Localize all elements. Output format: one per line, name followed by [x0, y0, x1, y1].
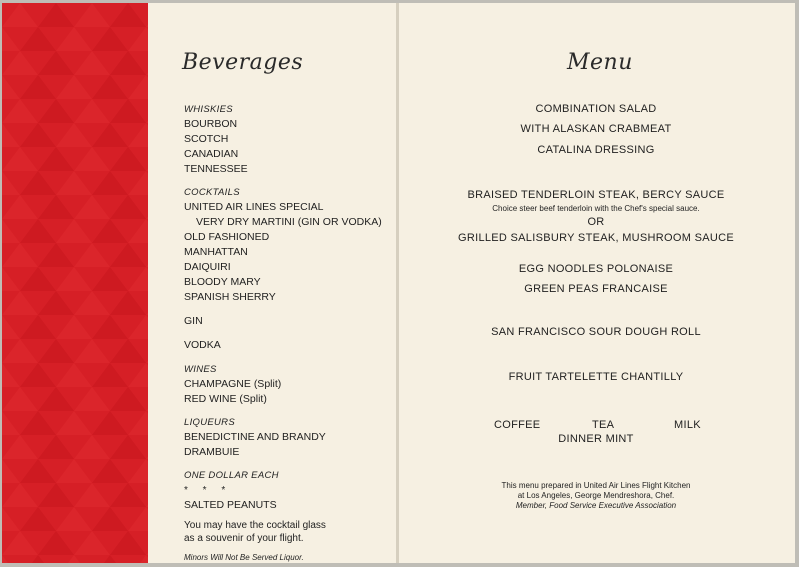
minors-note: Minors Will Not Be Served Liquor.	[184, 553, 304, 562]
cocktail-item: BLOODY MARY	[184, 276, 261, 288]
entree-1: BRAISED TENDERLOIN STEAK, BERCY SAUCE	[467, 189, 725, 201]
salad-line: COMBINATION SALAD	[535, 103, 657, 115]
souvenir-note	[184, 519, 394, 545]
side-dish: EGG NOODLES POLONAISE	[518, 263, 674, 275]
peanuts-item: SALTED PEANUTS	[184, 499, 277, 511]
liqueurs-heading: LIQUEURS	[184, 417, 235, 428]
whisky-item: BOURBON	[184, 118, 238, 130]
vodka-item: VODKA	[184, 339, 221, 351]
wines-heading: WINES	[184, 364, 217, 375]
price-note: ONE DOLLAR EACH	[184, 470, 279, 481]
stars-divider: * * *	[184, 485, 232, 496]
cocktail-item: UNITED AIR LINES SPECIAL	[184, 201, 324, 213]
beverages-title: Beverages	[182, 50, 304, 75]
cocktail-item: OLD FASHIONED	[184, 231, 270, 243]
mint-item: DINNER MINT	[558, 433, 634, 445]
beverages-list	[184, 102, 394, 565]
wine-item: CHAMPAGNE (Split)	[184, 378, 282, 390]
souvenir-line: You may have the cocktail glass	[184, 520, 326, 531]
dessert-item: FRUIT TARTELETTE CHANTILLY	[508, 371, 684, 383]
souvenir-line: as a souvenir of your flight.	[184, 533, 304, 544]
milk-item: MILK	[674, 419, 701, 431]
tea-item: TEA	[592, 419, 615, 431]
cocktail-item: VERY DRY MARTINI (GIN OR VODKA)	[196, 216, 382, 228]
gin-item: GIN	[184, 315, 203, 327]
cocktail-item: DAIQUIRI	[184, 261, 231, 273]
cocktail-item: SPANISH SHERRY	[184, 291, 276, 303]
salad-line: WITH ALASKAN CRABMEAT	[520, 123, 672, 135]
whisky-item: TENNESSEE	[184, 163, 248, 175]
or-separator: OR	[587, 216, 605, 228]
footer-line: This menu prepared in United Air Lines Flight Kitchen	[501, 481, 691, 490]
menu-title: Menu	[567, 50, 633, 75]
liqueur-item: BENEDICTINE AND BRANDY	[184, 431, 326, 443]
triangle-pattern	[2, 3, 148, 563]
center-fold	[396, 3, 399, 563]
cocktail-item: MANHATTAN	[184, 246, 248, 258]
wine-item: RED WINE (Split)	[184, 393, 267, 405]
whisky-item: CANADIAN	[184, 148, 239, 160]
footer-line: Member, Food Service Executive Association	[515, 501, 677, 510]
salad-line: CATALINA DRESSING	[537, 144, 655, 156]
whisky-item: SCOTCH	[184, 133, 229, 145]
side-dish: GREEN PEAS FRANCAISE	[524, 283, 668, 295]
bread-item: SAN FRANCISCO SOUR DOUGH ROLL	[491, 326, 701, 338]
footer-line: at Los Angeles, George Mendreshora, Chef.	[517, 491, 675, 500]
red-triangle-band	[2, 3, 148, 563]
entree-1-description: Choice steer beef tenderloin with the Chef's special sauce.	[492, 204, 700, 213]
liqueur-item: DRAMBUIE	[184, 446, 240, 458]
coffee-item: COFFEE	[494, 419, 541, 431]
kitchen-footer	[420, 481, 772, 511]
whiskies-heading: WHISKIES	[184, 104, 233, 115]
cocktails-heading: COCKTAILS	[184, 187, 240, 198]
entree-2: GRILLED SALISBURY STEAK, MUSHROOM SAUCE	[458, 232, 734, 244]
